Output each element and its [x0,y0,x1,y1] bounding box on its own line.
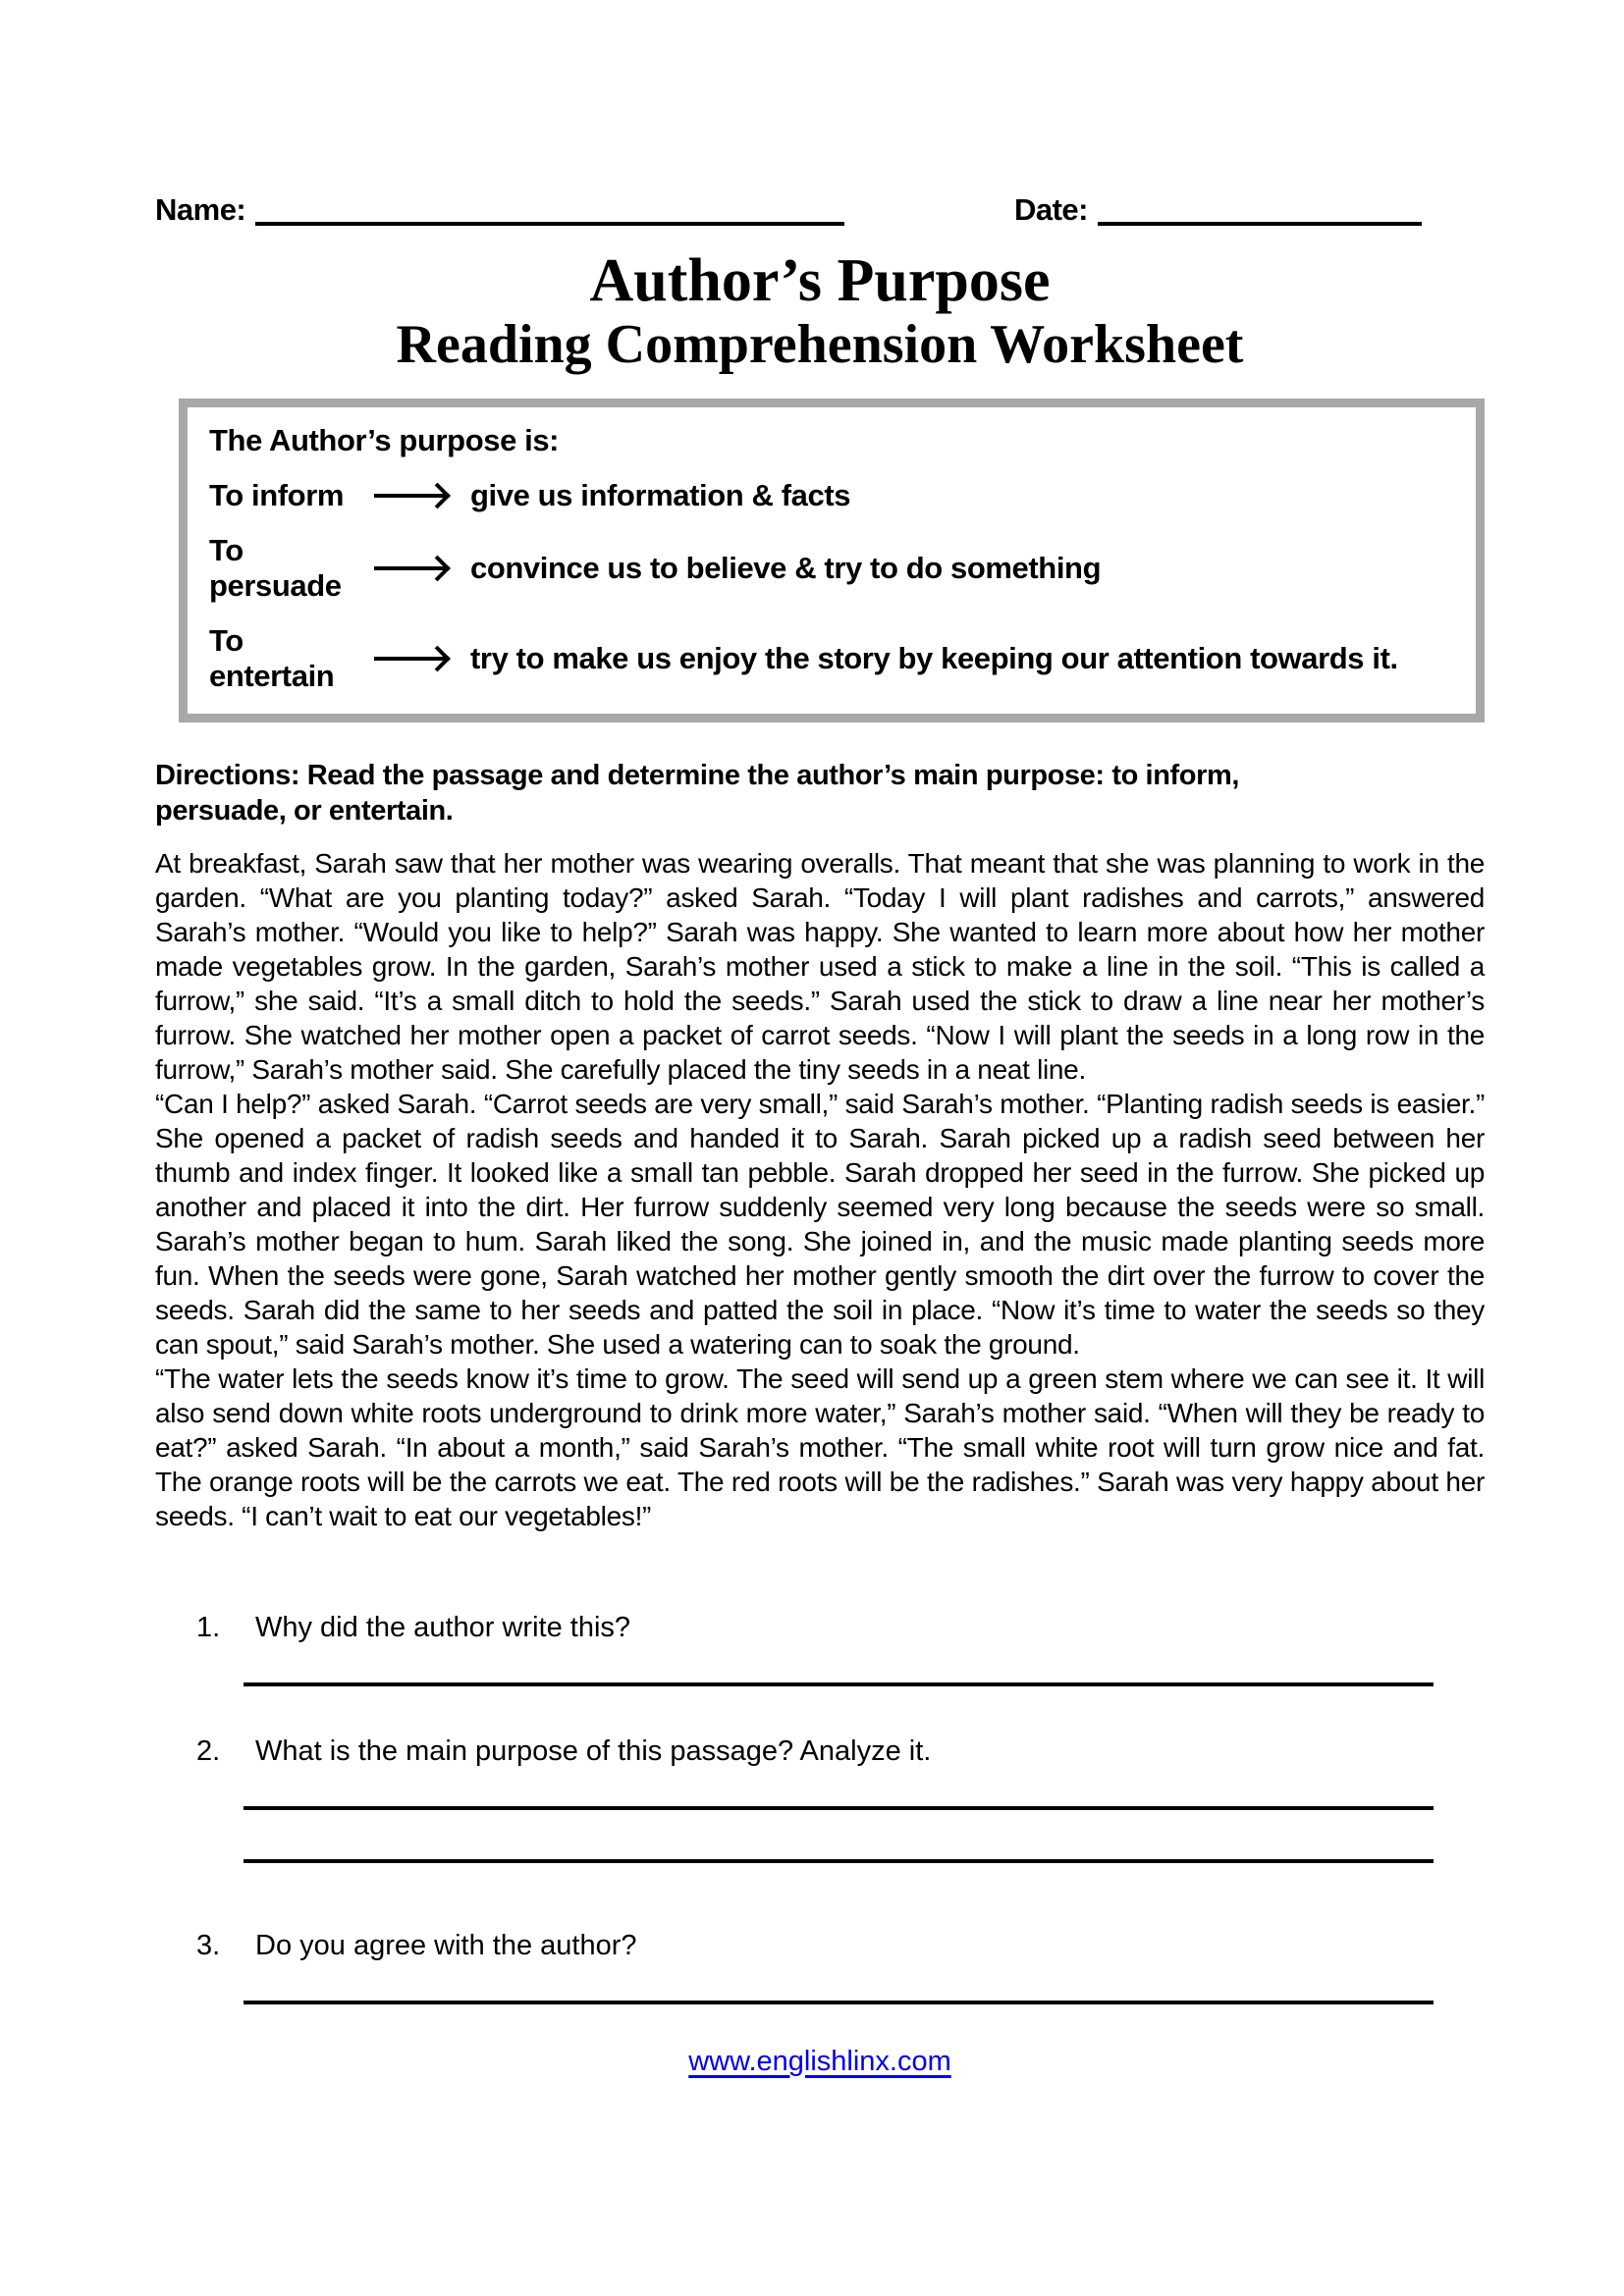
right-arrow-icon [374,657,445,661]
header-row [155,194,1485,226]
purpose-description-entertain: try to make us enjoy the story by keeping our attention towards it. [470,641,1398,675]
passage [155,846,1485,1533]
footer-link[interactable]: www.englishlinx.com [688,2046,951,2077]
footer [155,2046,1485,2078]
right-arrow-icon [374,566,445,570]
directions-text: Directions: Read the passage and determine the author’s main purpose: to inform, persuade, or entertain. [155,760,1240,827]
question-row-3 [155,1928,1485,1963]
answer-line-q1 [244,1682,1434,1686]
name-label: Name: [155,192,246,227]
question-text: Do you agree with the author? [255,1930,637,1961]
purpose-row-persuade [209,533,1462,604]
question-text: Why did the author write this? [255,1612,631,1643]
name-group [155,194,844,226]
purpose-description-inform: give us information & facts [470,478,851,512]
question-text: What is the main purpose of this passage? Analyze it. [255,1735,932,1767]
question-row-2 [155,1734,1485,1769]
answer-line-q2-a [244,1806,1434,1810]
purpose-row-entertain [209,623,1462,694]
page-subtitle: Reading Comprehension Worksheet [396,314,1244,375]
passage-paragraph-1: At breakfast, Sarah saw that her mother was wearing overalls. That meant that she was planning to work in the garden. “What are you planting today?” asked Sarah. “Today I will plant radishes and carrots,” answered Sarah’s mother. “Would you like to help?” Sarah was happy. She wanted to learn more about how her mother made vegetables grow. In the garden, Sarah’s mother used a stick to make a line in the soil. “This is called a furrow,” she said. “It’s a small ditch to hold the seeds.” Sarah used the stick to draw a line near her mother’s furrow. She watched her mother open a packet of carrot seeds. “Now I will plant the seeds in a long row in the furrow,” Sarah’s mother said. She carefully placed the tiny seeds in a neat line. [155,848,1485,1085]
purpose-description-persuade: convince us to believe & try to do something [470,551,1102,585]
purpose-box [179,399,1485,722]
question-number: 1. [196,1612,221,1643]
question-number: 3. [196,1930,221,1961]
right-arrow-icon [374,494,445,498]
purpose-label-entertain: To entertain [209,623,335,693]
page-title: Author’s Purpose [589,247,1051,314]
question-number: 2. [196,1735,221,1767]
questions-section [155,1610,1485,2004]
passage-paragraph-3: “The water lets the seeds know it’s time to grow. The seed will send up a green stem where we can see it. It will also send down white roots underground to drink more water,” Sarah’s mother said. “When will they be ready to eat?” asked Sarah. “In about a month,” said Sarah’s mother. “The small white root will turn grow nice and fat. The orange roots will be the carrots we eat. The red roots will be the radishes.” Sarah was very happy about her seeds. “I can’t wait to eat our vegetables!” [155,1363,1485,1531]
purpose-box-heading: The Author’s purpose is: [209,423,560,457]
name-blank-line [255,196,844,226]
purpose-label-inform: To inform [209,478,345,512]
date-group [1014,194,1422,226]
date-label: Date: [1013,192,1088,227]
answer-line-q2-b [244,1859,1434,1863]
passage-paragraph-2: “Can I help?” asked Sarah. “Carrot seeds are very small,” said Sarah’s mother. “Planting radish seeds is easier.” She opened a packet of radish seeds and handed it to Sarah. Sarah picked up a radish seed between her thumb and index finger. It looked like a small tan pebble. Sarah dropped her seed in the furrow. She picked up another and placed it into the dirt. Her furrow suddenly seemed very long because the seeds were so small. Sarah’s mother began to hum. Sarah liked the song. She joined in, and the music made planting seeds more fun. When the seeds were gone, Sarah watched her mother gently smooth the dirt over the furrow to cover the seeds. Sarah did the same to her seeds and patted the soil in place. “Now it’s time to water the seeds so they can spout,” said Sarah’s mother. She used a watering can to soak the ground. [155,1089,1485,1360]
question-row-1 [155,1610,1485,1645]
purpose-label-persuade: To persuade [209,533,342,603]
date-blank-line [1098,196,1422,226]
purpose-row-inform [209,478,1462,513]
answer-line-q3 [244,2001,1434,2004]
